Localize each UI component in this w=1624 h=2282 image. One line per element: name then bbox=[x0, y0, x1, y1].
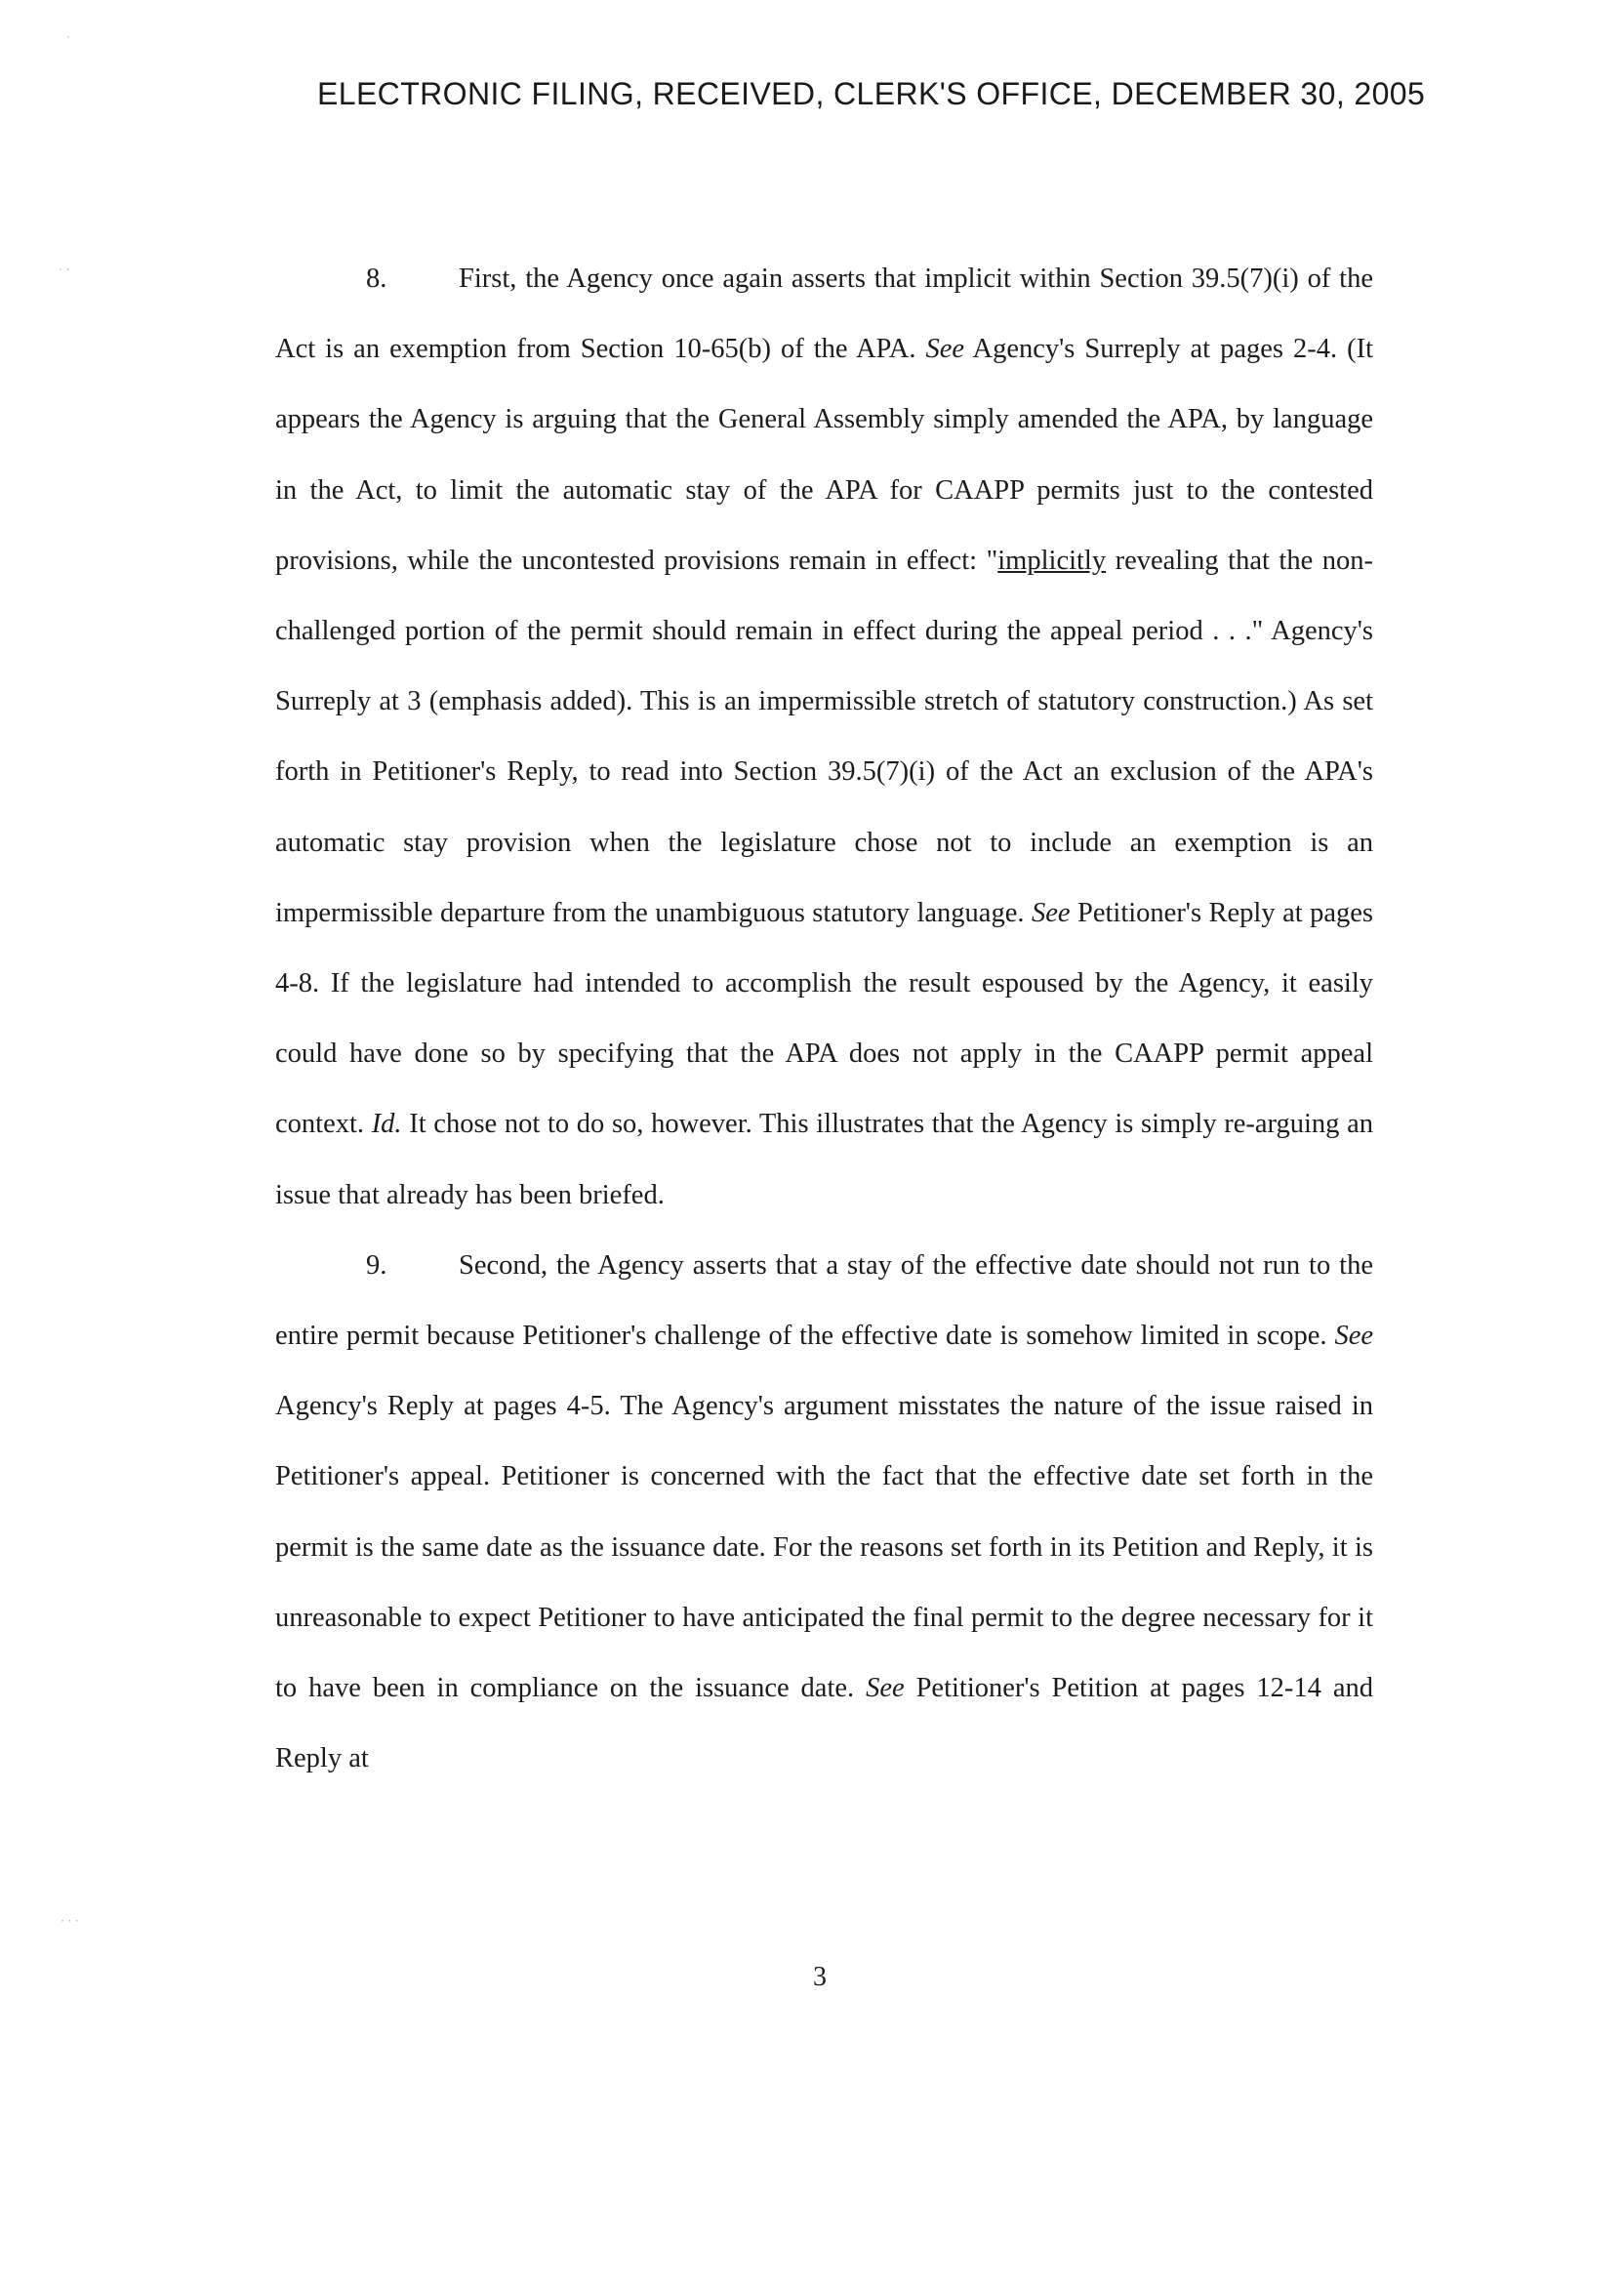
emphasized-text: implicitly bbox=[997, 545, 1107, 576]
citation-signal: Id. bbox=[371, 1109, 402, 1140]
paragraph-number: 9. bbox=[366, 1249, 387, 1281]
scan-mark: · · bbox=[59, 262, 70, 275]
filing-header: ELECTRONIC FILING, RECEIVED, CLERK'S OFFICE, DECEMBER 30, 2005 bbox=[317, 76, 1426, 111]
paragraph-text: Agency's Surreply at pages 2-4. (It appears the Agency is arguing that the General Assembly simply amended the APA, by language in the Act, to limit the automatic stay of the APA for CAAPP permits just to the contested provisions, while the uncontested provisions remain in effect: " bbox=[275, 334, 1373, 576]
scan-mark: · bbox=[66, 29, 70, 43]
citation-signal: See bbox=[1334, 1321, 1373, 1352]
citation-signal: See bbox=[866, 1673, 905, 1704]
paragraph-text: Second, the Agency asserts that a stay of the effective date should not run to the entire permit because Petitioner's challenge of the effective date is somehow limited in scope. bbox=[275, 1249, 1373, 1352]
paragraph-8 bbox=[275, 244, 1373, 1231]
paragraph-text: revealing that the non-challenged portion of the permit should remain in effect during the appeal period . . ." Agency's Surreply at 3 (emphasis added). This is an impermissible stretch of statutory construction.) As set forth in Petitioner's Reply, to read into Section 39.5(7)(i) of the Act an exclusion of the APA's automatic stay provision when the legislature chose not to include an exemption is an impermissible departure from the unambiguous statutory language. bbox=[275, 545, 1373, 928]
paragraph-number: 8. bbox=[366, 264, 387, 294]
document-body bbox=[275, 244, 1373, 1794]
paragraph-text: First, the Agency once again asserts that implicit within Section 39.5(7)(i) of the Act is an exemption from Section 10-65(b) of the APA. bbox=[275, 264, 1373, 365]
page-number: 3 bbox=[813, 1962, 827, 1992]
paragraph-text: Petitioner's Petition at pages 12-14 and Reply at bbox=[275, 1673, 1374, 1774]
paragraph-text: Petitioner's Reply at pages 4-8. If the legislature had intended to accomplish the result espoused by the Agency, it easily could have done so by specifying that the APA does not apply in the CAAPP permit appeal context. bbox=[275, 897, 1373, 1140]
paragraph-9 bbox=[275, 1231, 1373, 1795]
citation-signal: See bbox=[1031, 897, 1071, 928]
citation-signal: See bbox=[925, 334, 965, 365]
scan-mark: · · · bbox=[61, 1913, 79, 1927]
paragraph-text: It chose not to do so, however. This illustrates that the Agency is simply re-arguing an issue that already has been briefed. bbox=[275, 1109, 1373, 1210]
paragraph-text: Agency's Reply at pages 4-5. The Agency's argument misstates the nature of the issue raised in Petitioner's appeal. Petitioner is concerned with the fact that the effective date set forth in the permit is the same date as the issuance date. For the reasons set forth in its Petition and Reply, it is unreasonable to expect Petitioner to have anticipated the final permit to the degree necessary for it to have been in compliance on the issuance date. bbox=[275, 1391, 1373, 1704]
